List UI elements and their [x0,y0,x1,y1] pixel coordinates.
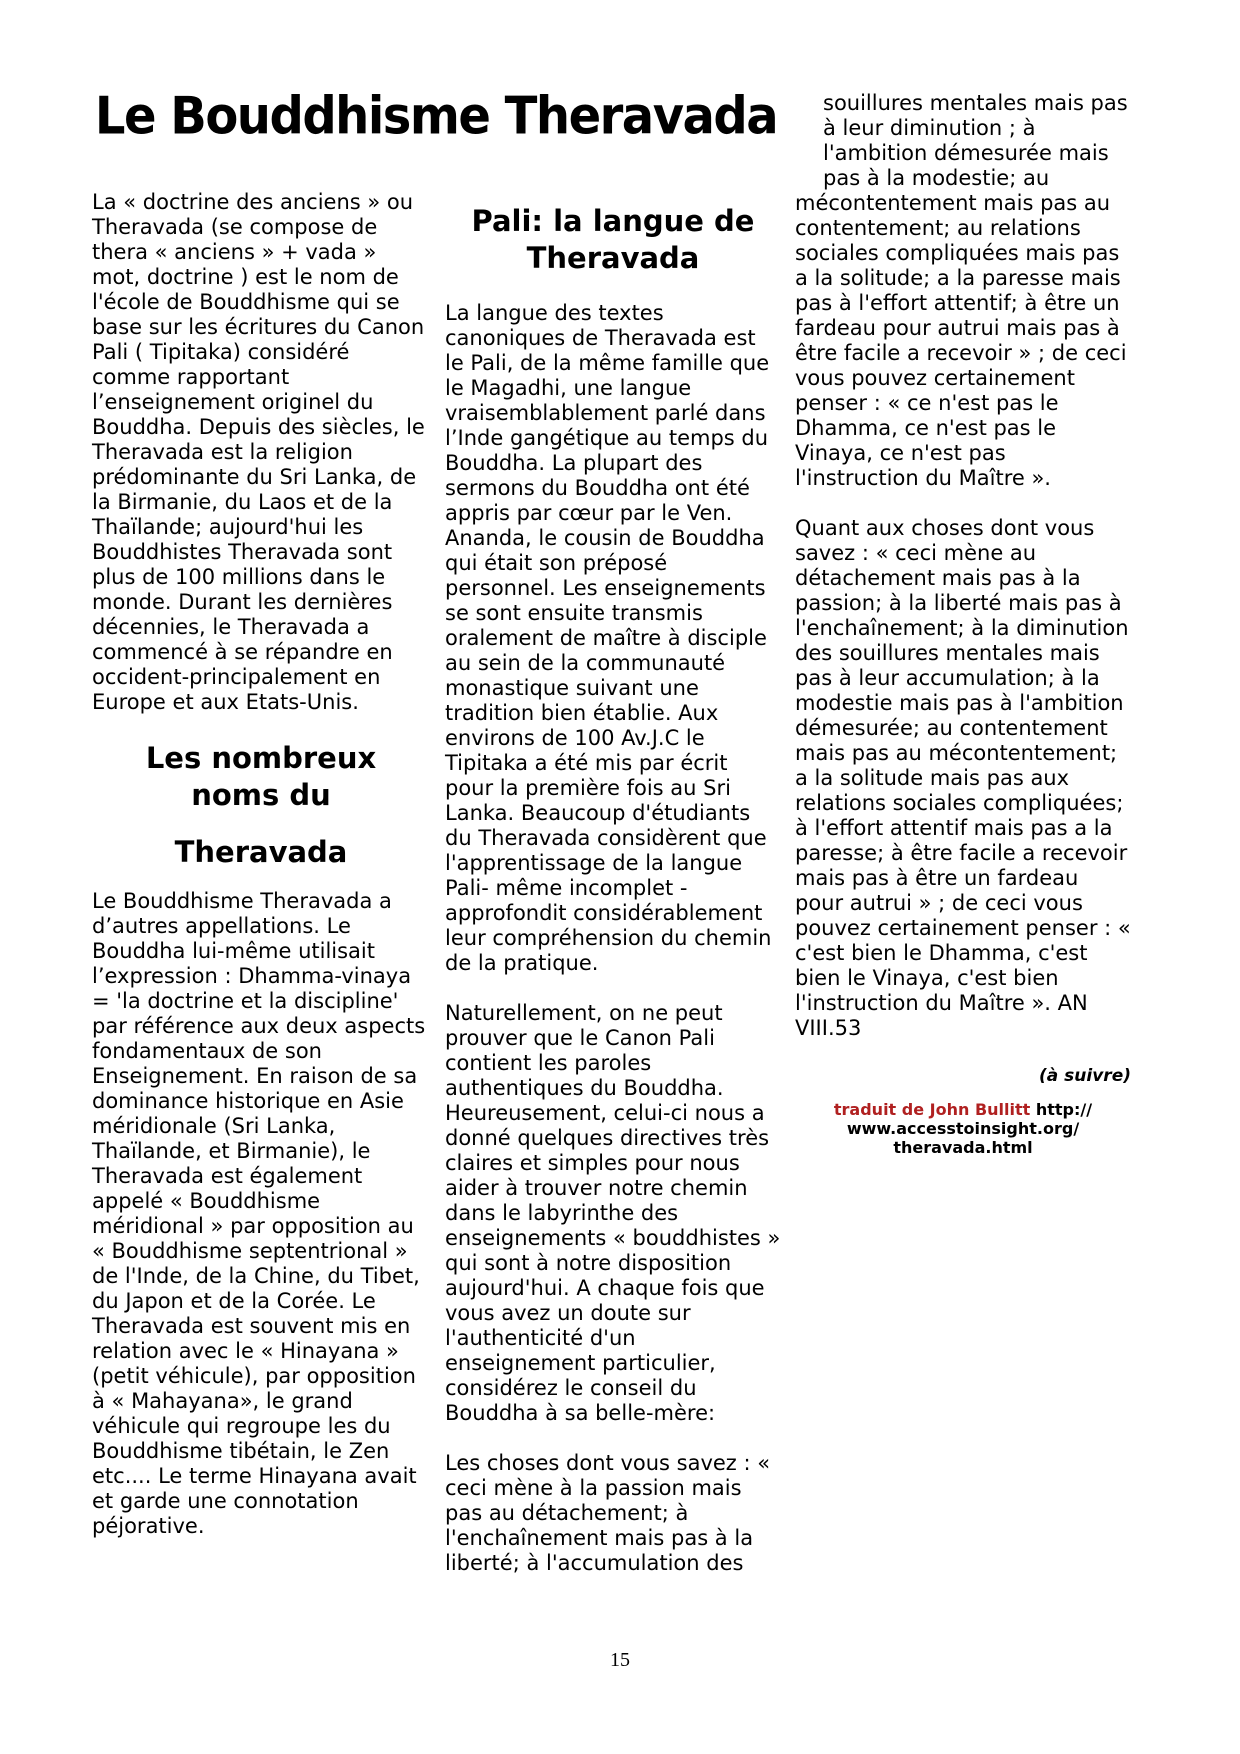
paragraph-souillures-rest: mécontentement mais pas au contentement; au relations sociales compliquées mais pas a la solitude; a la paresse mais pas à l'effort attentif; à être un fardeau pour autrui mais pas à être facile a recevoir » ; de ceci vous pouvez certainement penser : « ce n'est pas le Dhamma, ce n'est pas le Vinaya, ce n'est pas l'instruction du Maître ». [795,191,1127,490]
credit-url-host: www.accesstoinsight.org/ [846,1119,1080,1138]
page-number: 15 [610,1649,630,1671]
credit-line-1 [795,1100,1131,1119]
section-heading-pali: Pali: la langue de Theravada [471,204,755,275]
page-title: Le Bouddhisme Theravada [94,85,778,147]
paragraph-appellations: Le Bouddhisme Theravada a d’autres appellations. Le Bouddha lui-même utilisait l’expression : Dhamma-vinaya = 'la doctrine et la discipline' par référence aux deux aspects fondamentaux de son Enseignement. En raison de sa dominance historique en Asie méridionale (Sri Lanka, Thaïlande, et Birmanie), le Theravada est également appelé « Bouddhisme méridional » par opposition au « Bouddhisme septentrional » de l'Inde, de la Chine, du Tibet, du Japon et de la Corée. Le Theravada est souvent mis en relation avec le « Hinayana » (petit véhicule), par opposition à « Mahayana», le grand véhicule qui regroupe les du Bouddhisme tibétain, le Zen etc.... Le terme Hinayana avait et garde une connotation péjorative. [92,889,426,1538]
continuation-note: (à suivre) [1039,1066,1131,1086]
section-heading-theravada: Theravada [174,835,348,869]
paragraph-langue-pali: La langue des textes canoniques de Theravada est le Pali, de la même famille que le Magadhi, une langue vraisemblablement parlé dans l’Inde gangétique au temps du Bouddha. La plupart des sermons du Bouddha ont été appris par cœur par le Ven. Ananda, le cousin de Bouddha qui était son préposé personnel. Les enseignements se sont ensuite transmis oralement de maître à disciple au sein de la communauté monastique suivant une tradition bien établie. Aux environs de 100 Av.J.C le Tipitaka a été mis par écrit pour la première fois au Sri Lanka. Beaucoup d'étudiants du Theravada considèrent que l'apprentissage de la langue Pali- même incomplet -approfondit considérablement leur compréhension du chemin de la pratique. [445,301,772,975]
paragraph-les-choses: Les choses dont vous savez : « ceci mène à la passion mais pas au détachement; à l'enchaînement mais pas à la liberté; à l'accumulation des [445,1451,771,1575]
column-right [795,91,1131,1157]
paragraph-doctrine-des-anciens: La « doctrine des anciens » ou Theravada (se compose de thera « anciens » + vada » mot, doctrine ) est le nom de l'école de Bouddhisme qui se base sur les écritures du Canon Pali ( Tipitaka) considéré comme rapportant l’enseignement originel du Bouddha. Depuis des siècles, le Theravada est la religion prédominante du Sri Lanka, de la Birmanie, du Laos et de la Thaïlande; aujourd'hui les Bouddhistes Theravada sont plus de 100 millions dans le monde. Durant les dernières décennies, le Theravada a commencé à se répandre en occident-principalement en Europe et aux Etats-Unis. [92,190,425,714]
paragraph-canon-pali: Naturellement, on ne peut prouver que le Canon Pali contient les paroles authentiques du Bouddha. Heureusement, celui-ci nous a donné quelques directives très claires et simples pour nous aider à trouver notre chemin dans le labyrinthe des enseignements « bouddhistes » qui sont à notre disposition aujourd'hui. A chaque fois que vous avez un doute sur l'authenticité d'un enseignement particulier, considérez le conseil du Bouddha à sa belle-mère: [445,1001,781,1425]
paragraph-quant-aux-choses: Quant aux choses dont vous savez : « ceci mène au détachement mais pas à la passion; à la liberté mais pas à l'enchaînement; à la diminution des souillures mentales mais pas à leur accumulation; à la modestie mais pas à l'ambition démesurée; au contentement mais pas au mécontentement; a la solitude mais pas aux relations sociales compliquées; à l'effort attentif mais pas a la paresse; à être facile a recevoir mais pas à être un fardeau pour autrui » ; de ceci vous pouvez certainement penser : « c'est bien le Dhamma, c'est bien le Vinaya, c'est bien l'instruction du Maître ». AN VIII.53 [795,516,1131,1040]
credit-url-scheme: http:// [1035,1100,1093,1119]
section-heading-les-nombreux-noms: Les nombreux noms du [145,741,377,812]
credit-translator: traduit de John Bullitt [833,1100,1031,1119]
column-left [92,190,430,1539]
credit-attribution [795,1100,1131,1157]
credit-url-path: theravada.html [893,1138,1033,1157]
paragraph-souillures-indent: souillures mentales mais pas à leur diminution ; à l'ambition démesurée mais pas à la modestie; au [823,91,1128,190]
column-middle [445,203,781,1576]
